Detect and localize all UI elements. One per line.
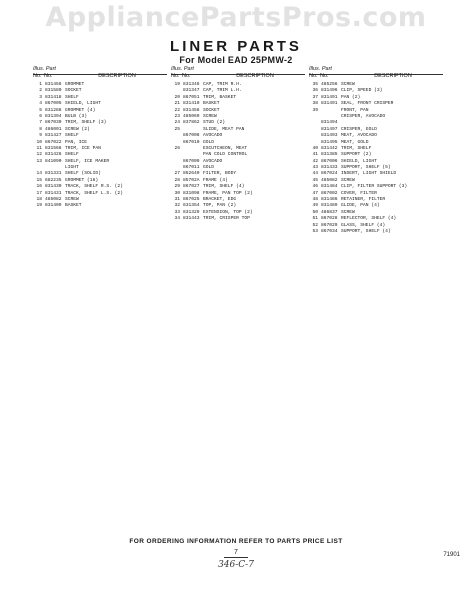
handwritten-note: 346-C-7 — [218, 560, 254, 570]
part-description: BASKET — [203, 101, 220, 107]
part-number: 831346 — [183, 82, 200, 87]
illus-number: 4 — [39, 101, 42, 107]
illus-number: 15 — [36, 177, 42, 183]
part-number: 867034 — [321, 228, 338, 234]
illus-number: 49 — [312, 203, 318, 209]
part-number: 831354 — [183, 203, 200, 209]
illus-number: 16 — [36, 184, 42, 190]
illus-number: 8 — [39, 126, 42, 132]
part-description: GLIDE, PAN (4) — [341, 203, 380, 209]
illus-number: 24 — [174, 120, 180, 126]
parts-table — [33, 66, 443, 276]
header-no: No. — [33, 73, 42, 79]
part-description: MEAT, AVOCADO — [341, 133, 377, 139]
parts-column-3 — [309, 66, 443, 235]
part-description: SCREW (2) — [65, 126, 90, 132]
illus-number: 13 — [36, 158, 42, 164]
parts-column-2 — [171, 66, 305, 223]
illus-number: 5 — [39, 107, 42, 113]
part-description: CAP, TRIM L.H. — [203, 88, 242, 94]
part-number: 831491 — [321, 94, 338, 100]
part-description: CRISPER, AVOCADO — [341, 113, 386, 119]
illus-number: 50 — [312, 209, 318, 215]
illus-number: 22 — [174, 107, 180, 113]
part-description: FRONT, PAN — [341, 107, 369, 113]
column-header — [33, 66, 167, 80]
part-number: 831431 — [45, 190, 62, 196]
part-description: PAN COLD CONTROL — [203, 152, 248, 158]
page-title: LINER PARTS — [170, 38, 302, 55]
header-description: DESCRIPTION — [98, 73, 136, 79]
illus-number: 19 — [174, 82, 180, 87]
part-row — [33, 203, 167, 209]
illus-number: 37 — [312, 94, 318, 100]
page-number-underline — [224, 557, 248, 558]
part-description: TRIM, CRISPER TOP — [203, 216, 250, 222]
part-description: PAN, ICE — [65, 139, 88, 145]
illus-number: 38 — [312, 101, 318, 107]
part-number: 867051 — [183, 94, 200, 100]
part-description: SHELF (SOLID) — [65, 171, 101, 177]
illus-number: 2 — [39, 88, 42, 94]
part-number: 831484 — [321, 184, 338, 190]
part-number: 831442 — [321, 145, 338, 151]
illus-number: 44 — [312, 171, 318, 177]
parts-column-1 — [33, 66, 167, 210]
document-code: 71901 — [443, 552, 460, 558]
part-number: 867006 — [321, 158, 338, 164]
part-number: 831409 — [45, 203, 62, 209]
part-number: 486001 — [45, 126, 62, 132]
illus-number: 26 — [174, 145, 180, 151]
part-number: 867024 — [321, 171, 338, 177]
illus-number: 32 — [174, 203, 180, 209]
part-description: SOCKET — [203, 107, 220, 113]
part-number: 831497 — [321, 126, 338, 132]
part-description: FRAME, PAN TOP (2) — [203, 190, 253, 196]
illus-number: 11 — [36, 145, 42, 151]
part-number: 831568 — [45, 145, 62, 151]
part-description: CRISPER, GOLD — [341, 126, 377, 132]
part-description: GOLD — [203, 139, 215, 145]
part-number: 831493 — [321, 133, 338, 139]
part-number: 831418 — [45, 94, 62, 100]
part-description: RETAINER, FILTER — [341, 197, 386, 203]
illus-number: 14 — [36, 171, 42, 177]
illus-number: 53 — [312, 228, 318, 234]
illus-number: 28 — [174, 177, 180, 183]
illus-number: 51 — [312, 216, 318, 222]
part-description: SHELF, ICE MAKER — [65, 158, 110, 164]
part-description: GROMMET (16) — [65, 177, 99, 183]
part-description: PAN (2) — [341, 94, 361, 100]
part-number: 485069 — [183, 113, 200, 119]
model-subtitle: For Model EAD 25PMW-2 — [179, 55, 293, 65]
header-no: No. — [309, 73, 318, 79]
part-number: 831491 — [321, 101, 338, 107]
part-description: MEAT, GOLD — [341, 139, 369, 145]
part-description: LIGHT — [65, 165, 79, 171]
part-description: TRIM, SHELF — [341, 145, 372, 151]
part-number: 831331 — [45, 171, 62, 177]
part-description: CLIP, SPEED (3) — [341, 88, 383, 94]
part-number: 831394 — [45, 113, 62, 119]
illus-number: 46 — [312, 184, 318, 190]
part-number: 831410 — [183, 101, 200, 107]
illus-number: 27 — [174, 171, 180, 177]
part-number: 831347 — [183, 88, 200, 94]
part-description: CLIP, FILTER SUPPORT (3) — [341, 184, 408, 190]
part-description: SHELF — [65, 152, 79, 158]
part-number: 831329 — [183, 209, 200, 215]
part-number: 867029 — [321, 222, 338, 228]
part-number: 831430 — [45, 184, 62, 190]
parts-rows — [309, 82, 443, 235]
part-description: SEAL, FRONT CRISPER — [341, 101, 394, 107]
part-description: BRACKET, EDG — [203, 197, 237, 203]
part-description: TRACK, SHELF L.S. (2) — [65, 190, 123, 196]
header-description: DESCRIPTION — [236, 73, 274, 79]
part-description: SUPPORT, SHELF (4) — [341, 228, 391, 234]
part-description: AVOCADO — [203, 133, 223, 139]
part-description: TRIM, SHELF (4) — [203, 184, 245, 190]
part-description: SUPPORT (2) — [341, 152, 372, 158]
part-description: GLASS, SHELF (4) — [341, 222, 386, 228]
part-number: 831427 — [45, 133, 62, 139]
part-number: 831489 — [321, 203, 338, 209]
part-description: REFLECTOR, SHELF (4) — [341, 216, 397, 222]
illus-number: 47 — [312, 190, 318, 196]
part-number: 831098 — [183, 190, 200, 196]
illus-number: 6 — [39, 113, 42, 119]
part-number: 485256 — [321, 82, 338, 87]
illus-number: 10 — [36, 139, 42, 145]
part-number: 831486 — [321, 197, 338, 203]
part-number: 867030 — [45, 120, 62, 126]
part-number: 486837 — [321, 209, 338, 215]
part-number: 85702A — [183, 177, 200, 183]
illus-number: 30 — [174, 190, 180, 196]
part-description: BASKET — [65, 203, 82, 209]
part-number: 831433 — [321, 165, 338, 171]
part-description: STUD (2) — [203, 120, 226, 126]
illus-number: 42 — [312, 158, 318, 164]
part-number: 485082 — [321, 177, 338, 183]
part-description: SCREW — [65, 197, 79, 203]
part-description: GROMMET (4) — [65, 107, 96, 113]
part-row — [171, 216, 305, 222]
part-number: 831580 — [45, 88, 62, 94]
part-description: SLIDE, MEAT PAN — [203, 126, 245, 132]
part-description: SCREW — [341, 82, 355, 87]
part-description: TOP, PAN (2) — [203, 203, 237, 209]
illus-number: 36 — [312, 88, 318, 94]
watermark: AppliancePartsPros.com — [45, 2, 427, 33]
illus-number: 25 — [174, 126, 180, 132]
part-number: 831426 — [45, 152, 62, 158]
part-description: SCREW — [203, 113, 217, 119]
part-description: BULB (3) — [65, 113, 88, 119]
part-number: 682235 — [45, 177, 62, 183]
part-number: 867027 — [183, 184, 200, 190]
header-illus-part: Illus. Part — [309, 66, 332, 72]
header-part-no: No. — [44, 73, 53, 79]
page-number: 7 — [234, 549, 238, 556]
part-number: 867011 — [183, 165, 200, 171]
part-description: EXTENSION, TOP (2) — [203, 209, 253, 215]
illus-number: 18 — [36, 197, 42, 203]
part-description: GOLD — [203, 165, 215, 171]
part-description: INSERT, LIGHT SHIELD — [341, 171, 397, 177]
part-number: 867028 — [321, 216, 338, 222]
part-description: TRIM, BASKET — [203, 94, 237, 100]
illus-number: 20 — [174, 94, 180, 100]
part-number: 841090 — [45, 158, 62, 164]
illus-number: 9 — [39, 133, 42, 139]
header-illus-part: Illus. Part — [33, 66, 56, 72]
illus-number: 39 — [312, 107, 318, 113]
part-description: ESCUTCHEON, MEAT — [203, 145, 248, 151]
part-description: SHELF — [65, 94, 79, 100]
illus-number: 52 — [312, 222, 318, 228]
illus-number: 17 — [36, 190, 42, 196]
part-description: SCREW — [341, 177, 355, 183]
part-row — [309, 229, 443, 235]
illus-number: 3 — [39, 94, 42, 100]
illus-number: 48 — [312, 197, 318, 203]
part-description: AVOCADO — [203, 158, 223, 164]
column-header — [171, 66, 305, 80]
part-description: TRIM, ICE PAN — [65, 145, 101, 151]
column-header — [309, 66, 443, 80]
part-number: 837862 — [183, 120, 200, 126]
part-number: 831494 — [321, 120, 338, 126]
part-number: 485082 — [45, 197, 62, 203]
part-description: COVER, FILTER — [341, 190, 377, 196]
part-description: SCREW — [341, 209, 355, 215]
illus-number: 7 — [39, 120, 42, 126]
header-no: No. — [171, 73, 180, 79]
ordering-note: FOR ORDERING INFORMATION REFER TO PARTS PRICE LIST — [129, 538, 343, 545]
part-description: FILTER, BODY — [203, 171, 237, 177]
part-description: SOCKET — [65, 88, 82, 94]
header-illus-part: Illus. Part — [171, 66, 194, 72]
illus-number: 12 — [36, 152, 42, 158]
header-part-no: No. — [182, 73, 191, 79]
illus-number: 45 — [312, 177, 318, 183]
header-part-no: No. — [320, 73, 329, 79]
illus-number: 40 — [312, 145, 318, 151]
part-description: TRIM, SHELF (3) — [65, 120, 107, 126]
parts-rows — [33, 82, 167, 210]
illus-number: 19 — [36, 203, 42, 209]
part-number: 867009 — [183, 158, 200, 164]
illus-number: 34 — [174, 216, 180, 222]
part-description: CAP, TRIM R.H. — [203, 82, 242, 87]
part-number: 831496 — [321, 88, 338, 94]
part-number: 831456 — [45, 82, 62, 87]
header-description: DESCRIPTION — [374, 73, 412, 79]
part-number: 867005 — [45, 101, 62, 107]
illus-number: 29 — [174, 184, 180, 190]
part-description: SHIELD, LIGHT — [341, 158, 377, 164]
part-number: 831495 — [321, 139, 338, 145]
part-description: TRACK, SHELF R.S. (2) — [65, 184, 123, 190]
part-description: SHIELD, LIGHT — [65, 101, 101, 107]
part-number: 867025 — [183, 197, 200, 203]
illus-number: 35 — [312, 82, 318, 87]
part-number: 831458 — [183, 107, 200, 113]
part-number: 831288 — [45, 107, 62, 113]
illus-number: 41 — [312, 152, 318, 158]
part-number: 831385 — [321, 152, 338, 158]
part-description: SUPPORT, SHELF (5) — [341, 165, 391, 171]
illus-number: 23 — [174, 113, 180, 119]
part-number: 831443 — [183, 216, 200, 222]
illus-number: 33 — [174, 209, 180, 215]
parts-rows — [171, 82, 305, 223]
illus-number: 31 — [174, 197, 180, 203]
part-description: FRAME (4) — [203, 177, 228, 183]
illus-number: 1 — [39, 82, 42, 87]
part-number: 867010 — [183, 139, 200, 145]
illus-number: 43 — [312, 165, 318, 171]
part-number: 867022 — [45, 139, 62, 145]
part-number: 867008 — [183, 133, 200, 139]
part-description: SHELF — [65, 133, 79, 139]
part-number: 867002 — [321, 190, 338, 196]
part-number: 862640 — [183, 171, 200, 177]
part-description: GROMMET — [65, 82, 85, 87]
illus-number: 21 — [174, 101, 180, 107]
